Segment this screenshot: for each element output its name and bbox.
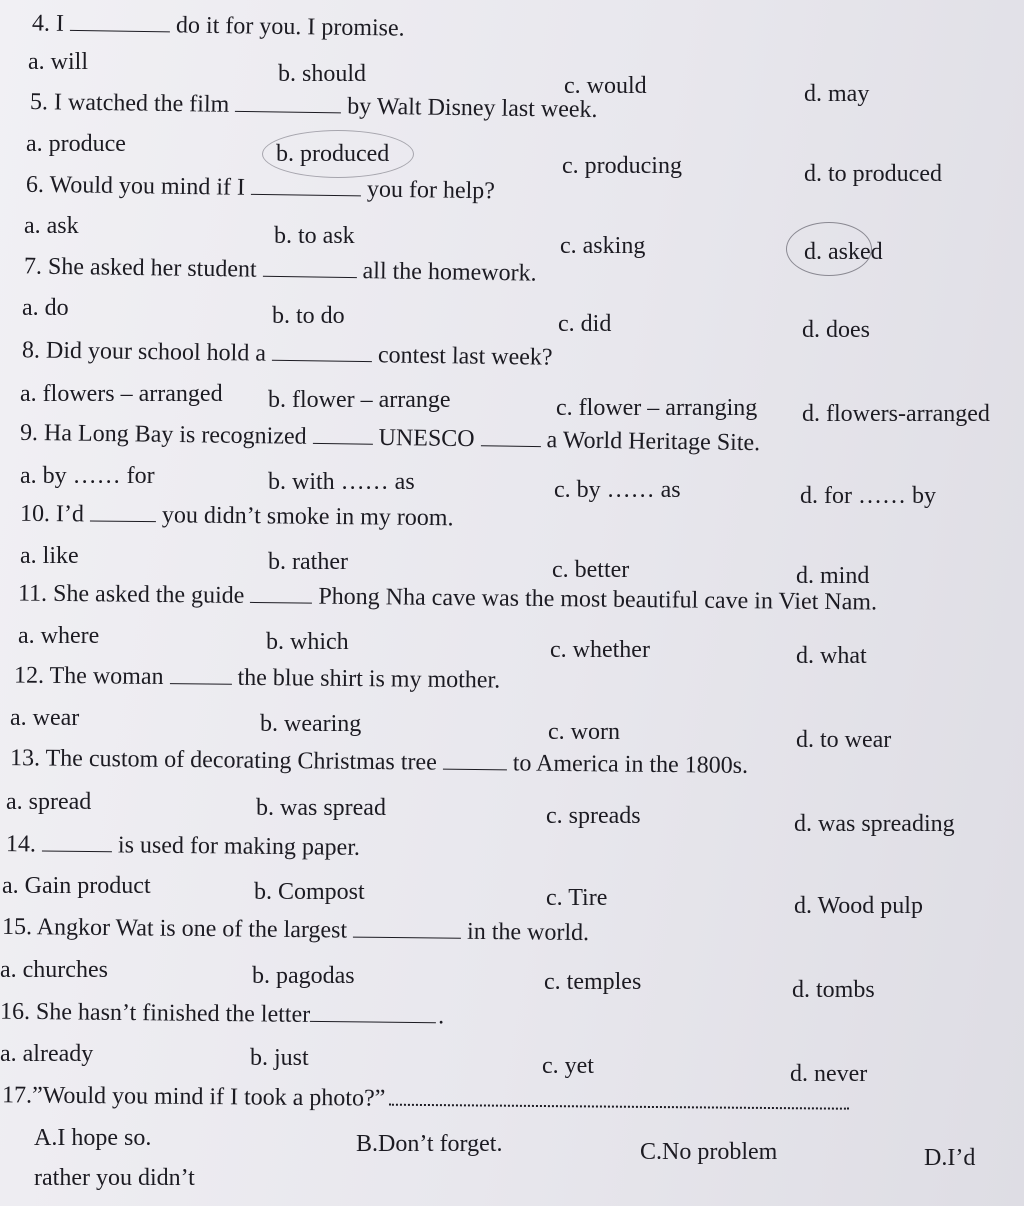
question-15: 15. Angkor Wat is one of the largest in the world. <box>1 913 590 947</box>
option-10b: b. rather <box>268 549 348 575</box>
option-10c: c. better <box>552 557 630 583</box>
option-14b: b. Compost <box>254 879 365 905</box>
option-6d: d. asked <box>804 239 883 265</box>
question-4: 4. I do it for you. I promise. <box>31 10 405 42</box>
question-7: 7. She asked her student all the homework. <box>23 253 537 287</box>
question-10: 10. I’d you didn’t smoke in my room. <box>19 500 454 532</box>
option-12c: c. worn <box>548 719 620 745</box>
option-12b: b. wearing <box>260 711 362 737</box>
option-6c: c. asking <box>560 233 646 259</box>
option-7c: c. did <box>558 311 612 337</box>
option-5b: b. produced <box>276 141 390 167</box>
option-9d: d. for …… by <box>800 483 936 509</box>
question-8: 8. Did your school hold a contest last week? <box>21 337 553 371</box>
option-12d: d. to wear <box>796 727 892 753</box>
option-5c: c. producing <box>562 153 682 179</box>
option-9b: b. with …… as <box>268 469 415 495</box>
option-14c: c. Tire <box>546 885 608 911</box>
question-17: 17.”Would you mind if I took a photo?” <box>2 1080 850 1116</box>
option-11c: c. whether <box>550 637 650 663</box>
option-14a: a. Gain product <box>2 873 151 899</box>
option-17d-continued: rather you didn’t <box>34 1165 195 1191</box>
option-11d: d. what <box>796 643 867 669</box>
question-16: 16. She hasn’t finished the letter . <box>0 998 445 1030</box>
option-8b: b. flower – arrange <box>268 387 451 413</box>
option-8c: c. flower – arranging <box>556 395 758 421</box>
option-11a: a. where <box>18 623 100 649</box>
option-10d: d. mind <box>796 563 870 589</box>
option-17a: A.I hope so. <box>34 1125 152 1151</box>
question-6: 6. Would you mind if I you for help? <box>25 171 496 205</box>
option-14d: d. Wood pulp <box>794 893 923 919</box>
question-5: 5. I watched the film by Walt Disney last week. <box>29 89 598 123</box>
option-9c: c. by …… as <box>554 477 681 503</box>
question-9: 9. Ha Long Bay is recognized UNESCO a World Heritage Site. <box>19 419 761 457</box>
option-5a: a. produce <box>26 131 126 157</box>
option-4c: c. would <box>564 73 647 99</box>
option-7d: d. does <box>802 317 870 343</box>
option-6a: a. ask <box>24 213 79 239</box>
option-16b: b. just <box>250 1045 309 1071</box>
option-8a: a. flowers – arranged <box>20 381 223 407</box>
option-4a: a. will <box>28 49 88 75</box>
option-15c: c. temples <box>544 969 642 995</box>
option-15b: b. pagodas <box>252 963 355 989</box>
question-12: 12. The woman the blue shirt is my mother. <box>13 662 501 694</box>
option-16c: c. yet <box>542 1053 594 1079</box>
option-13b: b. was spread <box>256 795 386 821</box>
question-14: 14. is used for making paper. <box>5 831 361 861</box>
option-15d: d. tombs <box>792 977 875 1003</box>
option-8d: d. flowers-arranged <box>802 401 990 427</box>
option-10a: a. like <box>20 543 79 569</box>
option-15a: a. churches <box>0 957 108 983</box>
question-13: 13. The custom of decorating Christmas tree to America in the 1800s. <box>9 745 749 779</box>
option-4d: d. may <box>804 81 870 107</box>
answer-circle-5 <box>262 130 414 178</box>
option-6b: b. to ask <box>274 223 355 249</box>
option-11b: b. which <box>266 629 349 655</box>
option-17b: B.Don’t forget. <box>356 1131 503 1157</box>
option-13d: d. was spreading <box>794 811 955 837</box>
option-7a: a. do <box>22 295 69 321</box>
option-12a: a. wear <box>10 705 80 731</box>
answer-circle-6 <box>786 222 872 276</box>
question-11: 11. She asked the guide Phong Nha cave was the most beautiful cave in Viet Nam. <box>17 580 878 616</box>
option-16a: a. already <box>0 1041 94 1067</box>
option-4b: b. should <box>278 61 367 87</box>
option-13c: c. spreads <box>546 803 641 829</box>
option-7b: b. to do <box>272 303 345 329</box>
option-5d: d. to produced <box>804 161 942 187</box>
option-16d: d. never <box>790 1061 868 1087</box>
option-17d: D.I’d <box>924 1145 976 1171</box>
option-9a: a. by …… for <box>20 463 155 489</box>
option-17c: C.No problem <box>640 1139 778 1165</box>
option-13a: a. spread <box>6 789 92 815</box>
